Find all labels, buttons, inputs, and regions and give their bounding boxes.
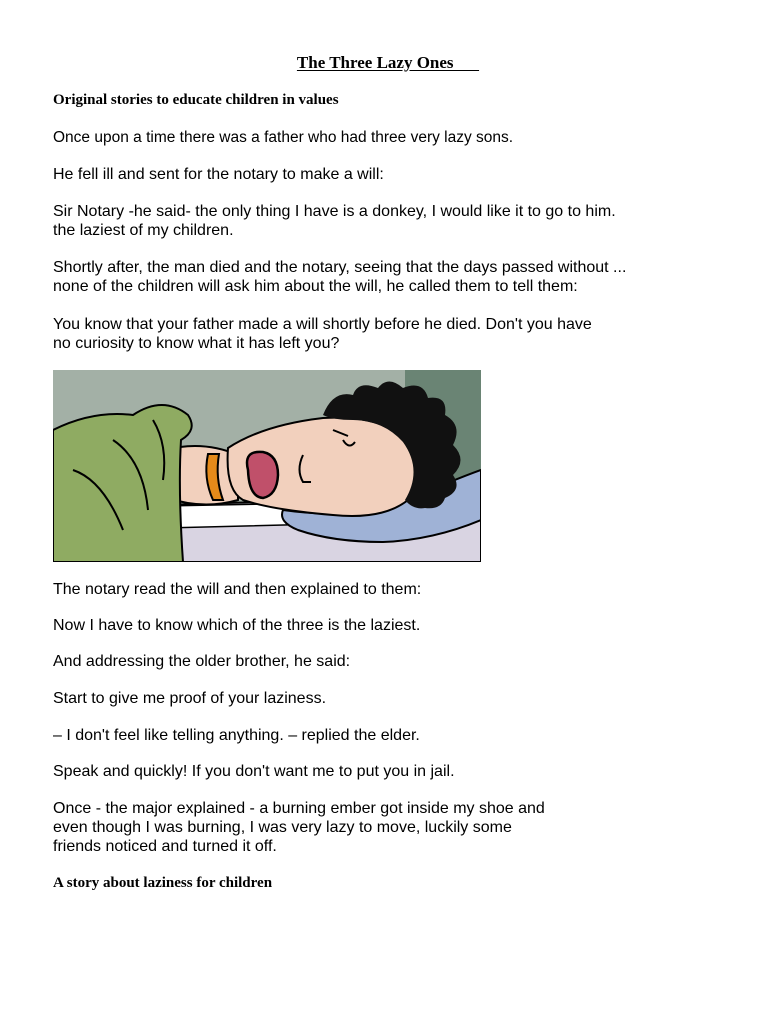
paragraph-12: Once - the major explained - a burning ember got inside my shoe and even though I was burning, I was very lazy to move, luckily some friends noticed and turned it off.	[53, 800, 545, 855]
paragraph-2: He fell ill and sent for the notary to make a will:	[53, 166, 384, 183]
sleeping-man-illustration	[53, 370, 481, 562]
paragraph-8: And addressing the older brother, he said:	[53, 653, 351, 670]
paragraph-5: You know that your father made a will shortly before he died. Don't you have no curiosity to know what it has left you?	[53, 316, 592, 352]
paragraph-6: The notary read the will and then explained to them:	[53, 581, 422, 598]
illustration-blanket	[53, 405, 192, 562]
paragraph-7: Now I have to know which of the three is the laziest.	[53, 617, 421, 634]
document-title: The Three Lazy Ones	[296, 53, 480, 72]
paragraph-9: Start to give me proof of your laziness.	[53, 690, 327, 707]
paragraph-1: Once upon a time there was a father who had three very lazy sons.	[53, 129, 514, 146]
illustration-mouth	[247, 452, 278, 498]
document-footer-heading: A story about laziness for children	[53, 875, 273, 891]
paragraph-11: Speak and quickly! If you don't want me to put you in jail.	[53, 763, 455, 780]
paragraph-3: Sir Notary -he said- the only thing I have is a donkey, I would like it to go to him. the laziest of my children.	[53, 203, 616, 239]
document-subtitle: Original stories to educate children in values	[53, 92, 339, 108]
paragraph-10: – I don't feel like telling anything. – replied the elder.	[53, 727, 420, 744]
paragraph-4: Shortly after, the man died and the notary, seeing that the days passed without ... none of the children will ask him about the will, he called them to tell them:	[53, 259, 627, 295]
